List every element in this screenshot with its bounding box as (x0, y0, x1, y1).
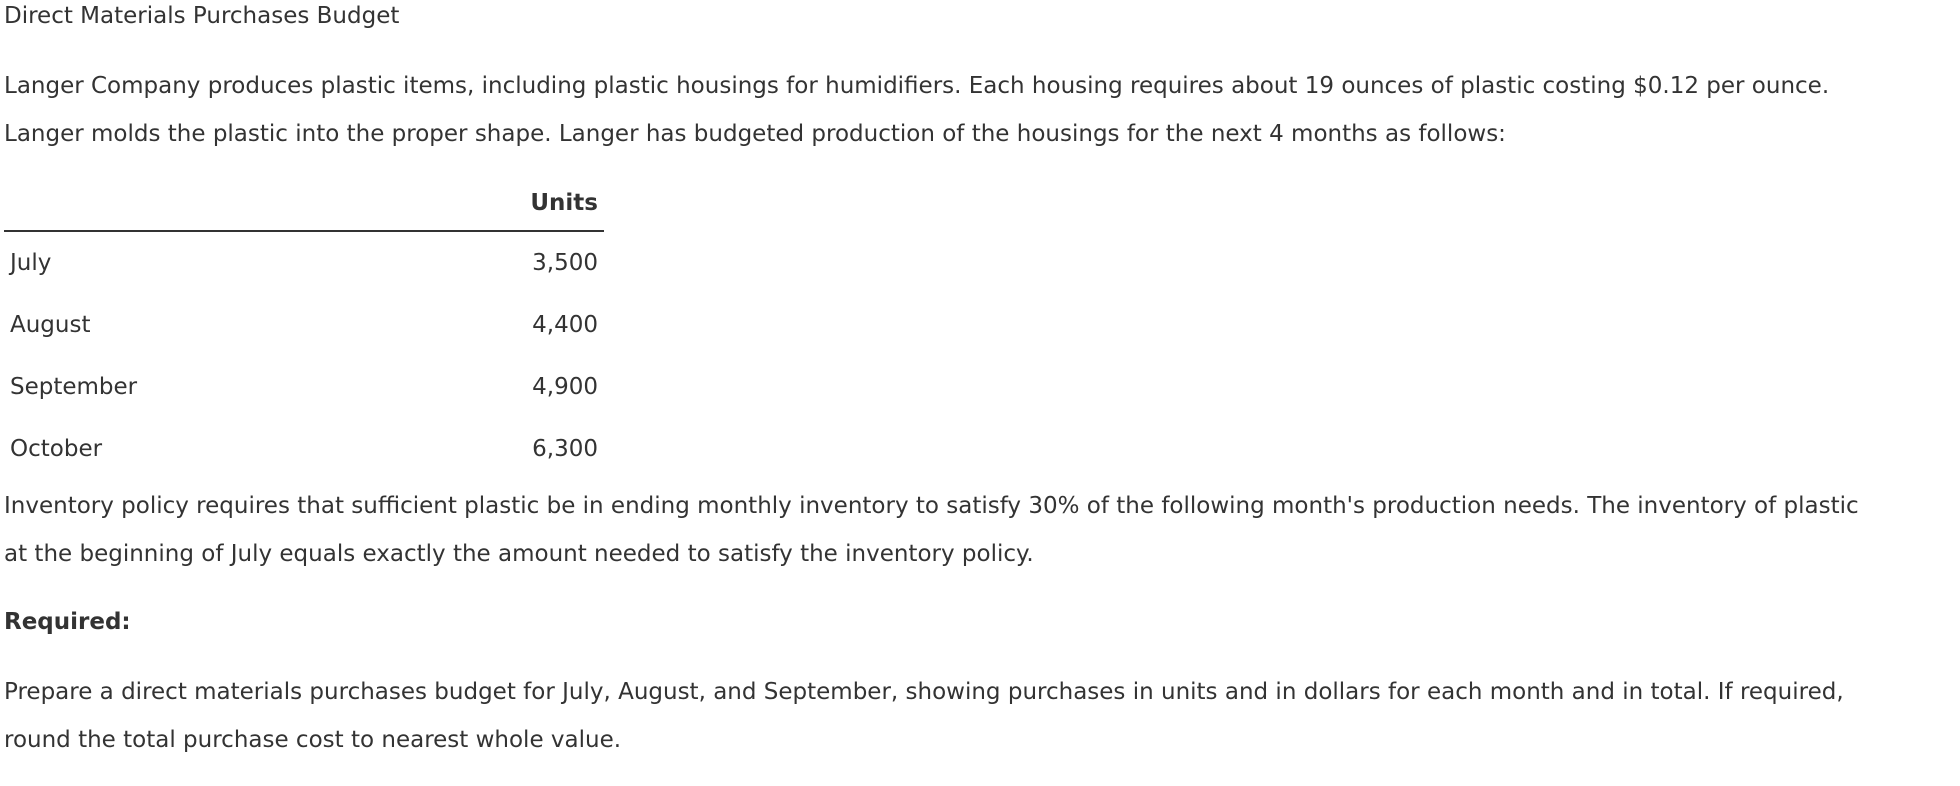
policy-line-1: Inventory policy requires that sufficient plastic be in ending monthly inventory to satisfy 30% of the following month's production needs. The inventory of plastic (4, 493, 1859, 519)
table-row (4, 356, 604, 418)
units-cell: 6,300 (532, 436, 598, 462)
units-cell: 3,500 (532, 250, 598, 276)
intro-paragraph (4, 62, 1829, 158)
intro-line-1: Langer Company produces plastic items, including plastic housings for humidifiers. Each housing requires about 19 ounces of plastic costing $0.12 per ounce. (4, 73, 1830, 99)
month-cell: September (10, 374, 138, 400)
instruction-line-1: Prepare a direct materials purchases budget for July, August, and September, showing purchases in units and in dollars for each month and in total. If required, (4, 679, 1844, 705)
page-title: Direct Materials Purchases Budget (4, 3, 400, 29)
instruction-line-2: round the total purchase cost to nearest whole value. (4, 727, 622, 753)
inventory-policy-paragraph (4, 482, 1859, 578)
production-table (4, 176, 604, 480)
table-row (4, 418, 604, 480)
table-header-row (4, 176, 604, 231)
header-month (4, 176, 391, 231)
header-units: Units (391, 176, 604, 231)
policy-line-2: at the beginning of July equals exactly the amount needed to satisfy the inventory policy. (4, 541, 1034, 567)
instruction-paragraph (4, 668, 1844, 764)
month-cell: August (10, 312, 91, 338)
month-cell: October (10, 436, 103, 462)
units-cell: 4,900 (532, 374, 598, 400)
table-row (4, 294, 604, 356)
table-row (4, 231, 604, 294)
required-heading: Required: (4, 609, 131, 635)
units-cell: 4,400 (532, 312, 598, 338)
intro-line-2: Langer molds the plastic into the proper shape. Langer has budgeted production of the housings for the next 4 months as follows: (4, 121, 1506, 147)
month-cell: July (10, 250, 52, 276)
